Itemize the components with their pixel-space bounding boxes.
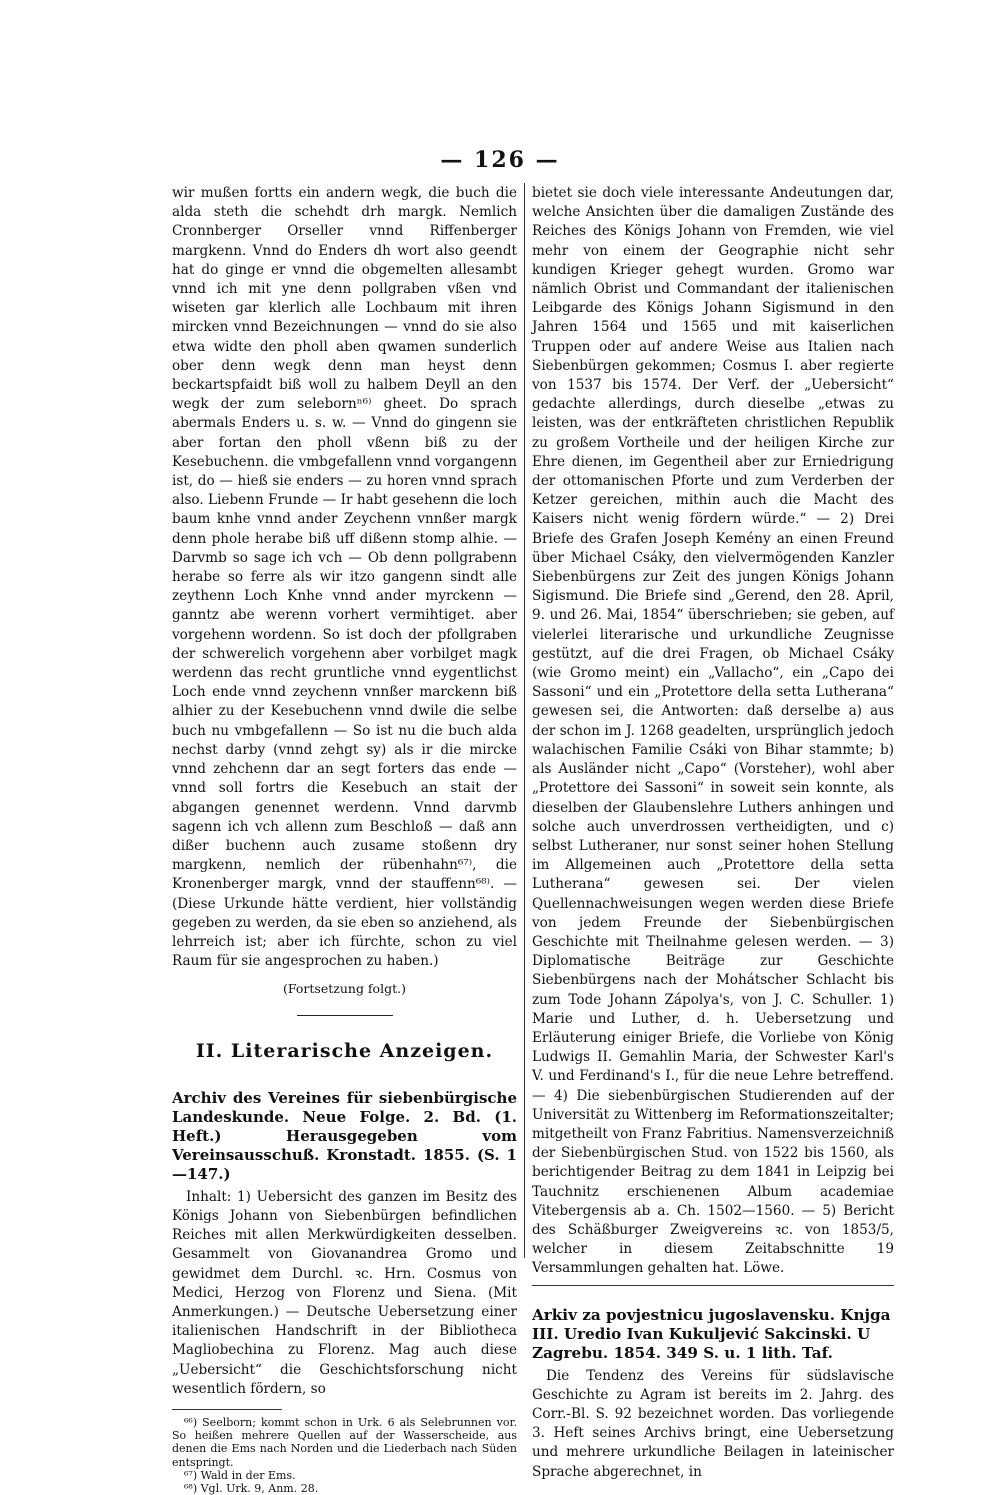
section-divider	[297, 1015, 393, 1016]
review-divider	[532, 1285, 894, 1286]
column-divider	[524, 183, 525, 1258]
review-body: Inhalt: 1) Uebersicht des ganzen im Besitz des Königs Johann von Siebenbürgen befindlichen Reiches mit allen Merkwürdigkeiten desselben. Gesammelt von Giovanandrea Gromo und gewidmet dem Durchl. ꝛc. Hrn. Cosmus von Medici, Herzog von Florenz und Siena. (Mit Anmerkungen.) — Deutsche Uebersetzung einer italienischen Handschrift in der Bibliotheca Magliobechina zu Florenz. Mag auch diese „Uebersicht“ die Geschichtsforschung nicht wesentlich fördern, so	[172, 1188, 517, 1397]
footnote: ⁶⁸) Vgl. Urk. 9, Anm. 28.	[184, 1481, 319, 1495]
review-body: Die Tendenz des Vereins für südslavische Geschichte zu Agram ist bereits im 2. Jahrg. des Corr.-Bl. S. 92 bezeichnet worden. Das vorliegende 3. Heft seines Archivs bringt, eine Uebersetzung und mehrere urkundliche Beilagen in lateinischer Sprache abgerechnet, in	[532, 1367, 894, 1480]
review-title: Archiv des Vereines für siebenbürgische Landeskunde. Neue Folge. 2. Bd. (1. Heft.) Herausgegeben vom Vereinsausschuß. Kronstadt. 1855. (S. 1—147.)	[172, 1088, 517, 1183]
right-paragraph: bietet sie doch viele interessante Andeutungen dar, welche Ansichten über die damaligen Zustände des Reiches des Königs Johann von Fremden, wie viel mehr von einem der Geographie nicht sehr kundigen Krieger gehegt wurden. Gromo war nämlich Obrist und Commandant der italienischen Leibgarde des Königs Johann Sigismund in den Jahren 1564 und 1565 und mit kaiserlichen Truppen oder auf andere Weise aus Italien nach Siebenbürgen gekommen; Cosmus I. aber regierte von 1537 bis 1574. Der Verf. der „Uebersicht“ gedachte allerdings, durch dieselbe „etwas zu leisten, was der entkräfteten christlichen Republik zu großem Vortheile und der heiligen Kirche zur Ehre dienen, im Gegentheil aber zur Erniedrigung der ottomanischen Pforte und zum Verderben der Ketzer gereichen, mithin auch die Macht des Kaisers nicht wenig fördern würde.“ — 2) Drei Briefe des Grafen Joseph Kemény an einen Freund über Michael Csáky, den vielvermögenden Kanzler Siebenbürgens zur Zeit des jungen Königs Johann Sigismund. Die Briefe sind „Gerend, den 28. April, 9. und 26. Mai, 1854“ überschrieben; sie geben, auf vielerlei literarische und urkundliche Zeugnisse gestützt, auf die drei Fragen, ob Michael Csáky (wie Gromo meint) ein „Vallacho“, ein „Capo dei Sassoni“ und ein „Protettore della setta Lutherana“ gewesen sei, die Antworten: daß derselbe a) aus der schon im J. 1268 geadelten, ursprünglich jedoch walachischen Familie Csáki von Bihar stammte; b) als Ausländer nicht „Capo“ (Vorsteher), wohl aber „Protettore dei Sassoni“ in soweit sein konnte, als dieselben der Glaubenslehre Luthers anhingen und solche auch unverdrossen vertheidigten, und c) selbst Lutheraner, nur sonst seiner hohen Stellung im Allgemeinen auch „Protettore della setta Lutherana“ gewesen sei. Der vielen Quellennachweisungen wegen werden diese Briefe von jedem Freunde der Siebenbürgischen Geschichte mit Theilnahme gelesen werden. — 3) Diplomatische Beiträge zur Geschichte Siebenbürgens nach der Mohátscher Schlacht bis zum Tode Johann Zápolya's, von J. C. Schuller. 1) Marie und Luther, d. h. Uebersetzung und Erläuterung einiger Briefe, die Vorliebe von König Ludwigs II. Gemahlin Maria, der Schwester Karl's V. und Ferdinand's I., für die neue Lehre betreffend. — 4) Die siebenbürgischen Studierenden auf der Universität zu Wittenberg im Reformationszeitalter; mitgetheilt von Franz Fabritius. Namensverzeichniß der Siebenbürgischen Stud. von 1522 bis 1560, als berichtigender Beitrag zu dem 1841 in Leipzig bei Tauchnitz erschienenen Album academiae Vitebergensis ab a. Ch. 1502—1560. — 5) Bericht des Schäßburger Zweigvereins ꝛc. von 1853/5, welcher in diesem Zeitabschnitte 19 Versammlungen gehalten hat. Löwe.	[532, 185, 894, 1277]
footnote: ⁶⁶) Seelborn; kommt schon in Urk. 6 als Selebrunnen vor. So heißen mehrere Quellen auf der Wasserscheide, aus denen die Ems nach Norden und die Liederbach nach Süden entspringt.	[172, 1415, 517, 1469]
left-paragraph: wir mußen fortts ein andern wegk, die buch die alda steth die schehdt drh margk. Nemlich Cronnberger Orseller vnnd Riffenberger margkenn. Vnnd do Enders dh wort also geendt hat do ginge er vnnd die obgemelten allesambt vnnd ich mit yne denn pollgraben vßen vnd wiseten gar klerlich alle Lochbaum mit ihren mircken vnnd Bezeichnungen — vnnd do sie also etwa widte den pholl aben qwamen sunderlich ober denn wegk denn man heyst denn beckartspfaidt biß woll zu halbem Deyll an den wegk der zum selebornⁿ⁶⁾ gheet. Do sprach abermals Enders u. s. w. — Vnnd do gingenn sie aber fortan den pholl vßenn biß zu der Kesebuchenn. die vmbgefallenn vnnd vorgangenn ist, do — hieß sie enders — zu horen vnnd sprach also. Liebenn Frunde — Ir habt gesehenn die loch baum knhe vnnd ander Zeychenn vnnßer margk denn phole herabe biß uff dißenn stomp alhie. — Darvmb so sage ich vch — Ob denn pollgrabenn herabe so ferre als wir itzo gangenn sindt alle zeythenn Loch Knhe vnnd ander myrckenn — ganntz abe werenn vorhert vermihtiget. aber vorgehenn wordenn. So ist doch der pfollgraben der schwerelich vorgehenn aber vorbilget magk werdenn das recht gruntliche vnnd eygentlichst Loch ende vnnd zeychenn vnnßer marckenn biß alhier zu der Kesebuchenn vnnd dwile die selbe buch nu vmbgefallenn — So ist nu die buch alda nechst darby (vnnd zehgt sy) als ir die mircke vnnd zehchenn dar an segt forters das ende — vnnd soll fortrs die Kesebuch an stait der abgangen genennet werdenn. Vnnd darvmb sagenn ich vch allenn zum Beschloß — daß ann dißer buchenn auch zusame stoßenn dry margkenn, nemlich der rübenhahn⁶⁷⁾, die Kronenberger margk, vnnd der stauffenn⁶⁸⁾. — (Diese Urkunde hätte verdient, hier vollständig gegeben zu werden, da sie eben so anziehend, als lehrreich ist; aber ich fürchte, schon zu viel Raum für sie angesprochen zu haben.)	[172, 185, 517, 970]
page-number: — 126 —	[440, 147, 560, 173]
section-heading: II. Literarische Anzeigen.	[195, 1039, 494, 1062]
footnote: ⁶⁷) Wald in der Ems.	[184, 1468, 296, 1482]
footnote-divider	[172, 1409, 282, 1410]
continued-note: (Fortsetzung folgt.)	[283, 981, 406, 997]
review-title: Arkiv za povjestnicu jugoslavensku. Knjga III. Uredio Ivan Kukuljević Sakcinski. U Zagrebu. 1854. 349 S. u. 1 lith. Taf.	[532, 1305, 891, 1362]
left-column	[172, 184, 517, 1495]
right-column	[532, 184, 894, 1482]
